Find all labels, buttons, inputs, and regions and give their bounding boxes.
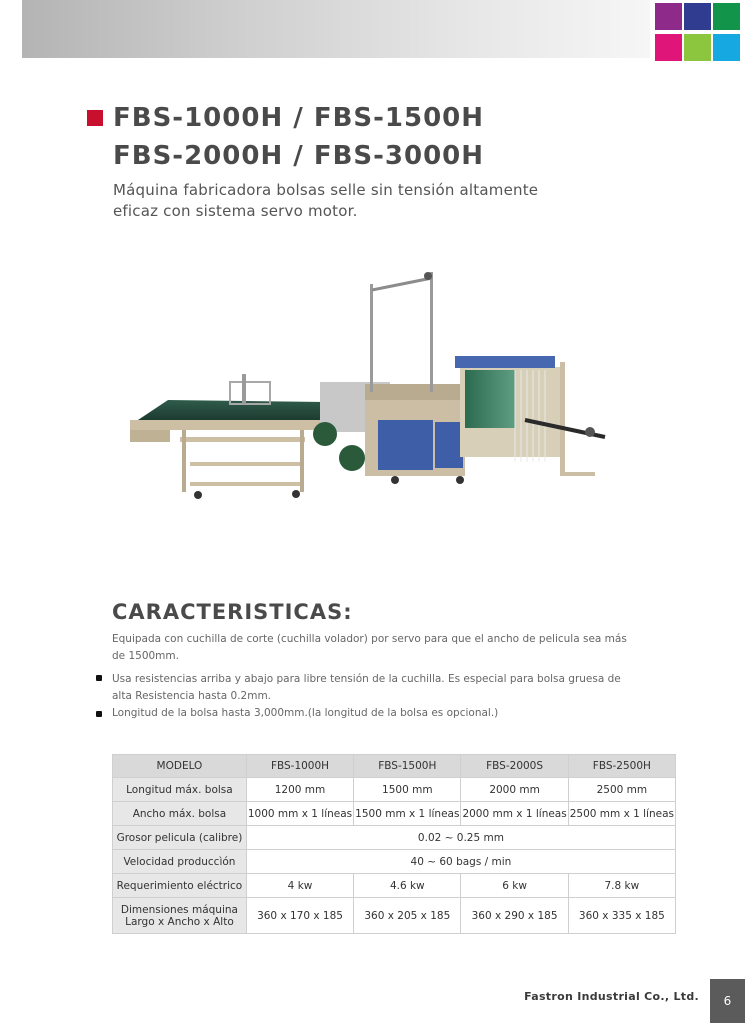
title-marker <box>87 110 103 126</box>
features-intro: Equipada con cuchilla de corte (cuchilla volador) por servo para que el ancho de pelicula sea más de 1500mm. <box>112 633 627 662</box>
table-cell-merged: 40 ~ 60 bags / min <box>246 850 675 874</box>
row-label: Longitud máx. bolsa <box>113 778 247 802</box>
table-row <box>113 874 676 898</box>
table-row <box>113 850 676 874</box>
row-label-line: Dimensiones máquina <box>120 903 238 916</box>
features-heading: CARACTERISTICAS: <box>112 600 353 624</box>
color-square-navy <box>684 3 711 30</box>
bullet-icon <box>96 711 102 717</box>
page-subtitle: Máquina fabricadora bolsas selle sin tensión altamente eficaz con sistema servo motor. <box>113 181 539 220</box>
table-cell: 360 x 335 x 185 <box>568 898 675 934</box>
company-name: Fastron Industrial Co., Ltd. <box>524 990 699 1003</box>
specifications-table <box>112 754 676 934</box>
color-square-magenta <box>655 34 682 61</box>
table-cell: 1500 mm x 1 líneas <box>354 802 461 826</box>
table-cell: 2500 mm x 1 líneas <box>568 802 675 826</box>
page-number: 6 <box>710 979 745 1023</box>
bullet-icon <box>96 675 102 681</box>
row-label <box>113 898 247 934</box>
color-square-cyan <box>713 34 740 61</box>
title-line-1: FBS-1000H / FBS-1500H <box>113 103 485 133</box>
row-label: Velocidad produccìón <box>113 850 247 874</box>
row-label: Ancho máx. bolsa <box>113 802 247 826</box>
table-cell: 4 kw <box>246 874 353 898</box>
table-cell: 1000 mm x 1 líneas <box>246 802 353 826</box>
table-cell: 1500 mm <box>354 778 461 802</box>
table-row <box>113 826 676 850</box>
header-cell: MODELO <box>113 755 247 778</box>
feature-bullet-2: Longitud de la bolsa hasta 3,000mm.(la longitud de la bolsa es opcional.) <box>112 707 499 719</box>
feature-bullet-1: Usa resistencias arriba y abajo para libre tensión de la cuchilla. Es especial para bolsa gruesa de alta Resistencia hasta 0.2mm. <box>112 673 621 702</box>
table-cell-merged: 0.02 ~ 0.25 mm <box>246 826 675 850</box>
table-row <box>113 898 676 934</box>
table-cell: 7.8 kw <box>568 874 675 898</box>
header-cell: FBS-1500H <box>354 755 461 778</box>
table-header-row <box>113 755 676 778</box>
title-line-2: FBS-2000H / FBS-3000H <box>113 141 485 171</box>
table-row <box>113 778 676 802</box>
table-cell: 360 x 170 x 185 <box>246 898 353 934</box>
table-cell: 360 x 205 x 185 <box>354 898 461 934</box>
header-band <box>22 0 650 58</box>
table-cell: 360 x 290 x 185 <box>461 898 568 934</box>
row-label: Grosor pelicula (calibre) <box>113 826 247 850</box>
table-cell: 1200 mm <box>246 778 353 802</box>
header-cell: FBS-2000S <box>461 755 568 778</box>
bag-making-machine-image <box>120 262 620 502</box>
color-square-lime <box>684 34 711 61</box>
table-cell: 2000 mm x 1 líneas <box>461 802 568 826</box>
row-label: Requerimiento eléctrico <box>113 874 247 898</box>
table-row <box>113 802 676 826</box>
table-cell: 2500 mm <box>568 778 675 802</box>
row-label-line: Largo x Ancho x Alto <box>125 915 234 928</box>
color-square-green <box>713 3 740 30</box>
color-square-purple <box>655 3 682 30</box>
table-cell: 6 kw <box>461 874 568 898</box>
header-cell: FBS-1000H <box>246 755 353 778</box>
table-cell: 2000 mm <box>461 778 568 802</box>
table-cell: 4.6 kw <box>354 874 461 898</box>
header-cell: FBS-2500H <box>568 755 675 778</box>
